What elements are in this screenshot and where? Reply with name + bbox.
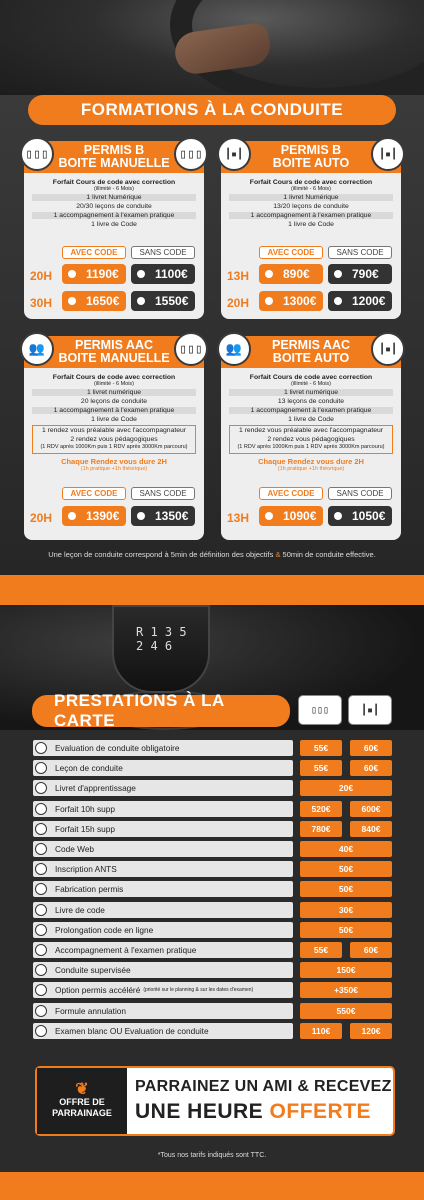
radio-circle-icon[interactable] <box>35 843 47 855</box>
prestation-label: Livre de code <box>55 905 105 915</box>
radio-circle-icon[interactable] <box>35 904 47 916</box>
card-title-2: BOITE MANUELLE <box>58 351 170 365</box>
manual-gearbox-icon: ▯▯▯ <box>174 332 208 366</box>
radio-circle-icon[interactable] <box>35 964 47 976</box>
price-sans-code[interactable]: 1050€ <box>328 506 392 526</box>
prestation-label: Livret d'apprentissage <box>55 783 136 793</box>
prestation-label: Examen blanc OU Evaluation de conduite <box>55 1026 209 1036</box>
feature-line: Forfait Cours de code avec correction <box>52 374 176 381</box>
box-line: 2 rendez vous pédagogiques <box>70 436 158 443</box>
feature-line: 1 livre de Code <box>288 221 334 228</box>
lesson-note-part: 50min de conduite effective. <box>280 550 376 559</box>
feature-line: 20/30 leçons de conduite <box>76 203 152 210</box>
feature-line: Forfait Cours de code avec correction <box>249 179 373 186</box>
lesson-note-amp: & <box>275 550 281 559</box>
radio-circle-icon[interactable] <box>35 984 47 996</box>
promo-line-1: PARRAINEZ UN AMI & RECEVEZ <box>135 1078 392 1095</box>
box-line: (1 RDV après 1000Km puis 1 RDV après 3000Km parcouru) <box>40 444 188 450</box>
radio-circle-icon[interactable] <box>35 742 47 754</box>
orange-footer-stripe <box>0 1172 424 1200</box>
feature-line: (illimité - 6 Mois) <box>93 381 135 387</box>
radio-circle-icon[interactable] <box>35 762 47 774</box>
prestation-row[interactable] <box>33 801 293 817</box>
feature-line: 1 livret Numérique <box>229 194 393 201</box>
price-auto: 60€ <box>350 942 392 958</box>
box-line: 1 rendez vous préalable avec l'accompagnateur <box>238 427 384 434</box>
card-permis-b-manuelle <box>24 141 204 319</box>
radio-circle-icon[interactable] <box>35 863 47 875</box>
box-line: 1 rendez vous préalable avec l'accompagnateur <box>41 427 187 434</box>
hours-label: 13H <box>227 511 250 525</box>
prestation-label: Evaluation de conduite obligatoire <box>55 743 180 753</box>
prestation-row[interactable] <box>33 740 293 756</box>
price-sans-code[interactable]: 1550€ <box>131 291 195 311</box>
prestation-label: Leçon de conduite <box>55 763 123 773</box>
card-title-2: BOITE AUTO <box>272 156 350 170</box>
prestation-row[interactable] <box>33 922 293 938</box>
card-title-1: PERMIS AAC <box>271 338 350 352</box>
feature-line: (illimité - 6 Mois) <box>290 186 332 192</box>
radio-circle-icon[interactable] <box>35 883 47 895</box>
radio-circle-icon[interactable] <box>35 944 47 956</box>
price-both: 30€ <box>300 902 392 918</box>
prestation-row[interactable] <box>33 780 293 796</box>
price-sans-code[interactable]: 790€ <box>328 264 392 284</box>
card-title-2: BOITE AUTO <box>272 351 350 365</box>
parrainage-promo[interactable] <box>35 1066 395 1136</box>
lesson-note-part: Une leçon de conduite correspond à 5min de définition des objectifs <box>48 550 276 559</box>
price-avec-code[interactable]: 1090€ <box>259 506 323 526</box>
prestation-row[interactable] <box>33 982 293 998</box>
accompagnateur-box <box>229 425 393 454</box>
gear-knob-label: R 1 3 5 2 4 6 <box>136 625 187 653</box>
radio-circle-icon[interactable] <box>35 823 47 835</box>
prestations-banner <box>32 691 290 730</box>
prestation-row[interactable] <box>33 902 293 918</box>
price-both: +350€ <box>300 982 392 998</box>
card-features <box>229 374 393 474</box>
radio-circle-icon[interactable] <box>35 803 47 815</box>
feature-line: 1 livret Numérique <box>32 194 196 201</box>
formations-title: FORMATIONS À LA CONDUITE <box>80 100 344 119</box>
feature-line: (illimité - 6 Mois) <box>290 381 332 387</box>
card-title-1: PERMIS AAC <box>74 338 153 352</box>
price-both: 50€ <box>300 861 392 877</box>
price-avec-code[interactable]: 1300€ <box>259 291 323 311</box>
feature-line: 13 leçons de conduite <box>277 398 345 405</box>
sans-code-tag: SANS CODE <box>328 487 392 500</box>
prestation-row[interactable] <box>33 821 293 837</box>
promo-line-2-part: UNE HEURE <box>135 1100 270 1123</box>
avec-code-tag: AVEC CODE <box>62 246 126 259</box>
avec-code-tag: AVEC CODE <box>259 246 323 259</box>
feature-line: 13/20 leçons de conduite <box>273 203 349 210</box>
hours-label: 20H <box>30 269 53 283</box>
feature-line: 1 accompagnement à l'examen pratique <box>229 212 393 219</box>
price-manual: 520€ <box>300 801 342 817</box>
promo-line-2 <box>135 1100 371 1124</box>
auto-gearbox-icon: ┃▪┃ <box>348 695 392 725</box>
manual-gearbox-icon: ▯▯▯ <box>174 137 208 171</box>
box-line: 2 rendez vous pédagogiques <box>267 436 355 443</box>
prestation-label: Fabrication permis <box>55 884 124 894</box>
feature-line: 1 livre de Code <box>91 416 137 423</box>
price-avec-code[interactable]: 1650€ <box>62 291 126 311</box>
price-auto: 60€ <box>350 760 392 776</box>
lesson-definition-note <box>0 550 424 559</box>
prestation-row[interactable] <box>33 962 293 978</box>
price-avec-code[interactable]: 890€ <box>259 264 323 284</box>
price-both: 20€ <box>300 780 392 796</box>
price-both: 550€ <box>300 1003 392 1019</box>
parrainage-badge <box>37 1068 127 1134</box>
card-permis-aac-auto <box>221 336 401 540</box>
price-both: 50€ <box>300 922 392 938</box>
price-auto: 840€ <box>350 821 392 837</box>
radio-circle-icon[interactable] <box>35 1025 47 1037</box>
prestation-label: Formule annulation <box>55 1006 127 1016</box>
rdv-note-detail: (1h pratique +1h théorique) <box>80 466 148 472</box>
people-icon: 👥 <box>217 332 251 366</box>
prestation-label: Forfait 10h supp <box>55 804 115 814</box>
auto-gearbox-icon: ┃▪┃ <box>217 137 251 171</box>
box-line: (1 RDV après 1000Km puis 1 RDV après 3000Km parcouru) <box>237 444 385 450</box>
hours-label: 20H <box>30 511 53 525</box>
price-both: 50€ <box>300 881 392 897</box>
price-avec-code[interactable]: 1190€ <box>62 264 126 284</box>
accompagnateur-box <box>32 425 196 454</box>
auto-gearbox-icon: ┃▪┃ <box>371 137 405 171</box>
price-both: 40€ <box>300 841 392 857</box>
sans-code-tag: SANS CODE <box>131 487 195 500</box>
hero-photo <box>0 0 424 95</box>
prestation-label: Option permis accéléré <box>55 985 141 995</box>
hours-label: 13H <box>227 269 250 283</box>
feature-line: Forfait Cours de code avec correction <box>52 179 176 186</box>
price-manual: 55€ <box>300 760 342 776</box>
price-both: 150€ <box>300 962 392 978</box>
rdv-note: Chaque Rendez vous dure 2H <box>258 457 364 466</box>
price-manual: 780€ <box>300 821 342 837</box>
card-permis-b-auto <box>221 141 401 319</box>
prestation-label: Forfait 15h supp <box>55 824 115 834</box>
radio-circle-icon[interactable] <box>35 782 47 794</box>
price-auto: 60€ <box>350 740 392 756</box>
card-features <box>229 179 393 230</box>
gear-knob-image <box>112 605 210 693</box>
rdv-note: Chaque Rendez vous dure 2H <box>61 457 167 466</box>
prestation-row[interactable] <box>33 861 293 877</box>
card-features <box>32 179 196 230</box>
avec-code-tag: AVEC CODE <box>259 487 323 500</box>
prestations-title: PRESTATIONS À LA CARTE <box>54 691 225 730</box>
feature-line: 1 accompagnement à l'examen pratique <box>32 212 196 219</box>
price-avec-code[interactable]: 1390€ <box>62 506 126 526</box>
prestation-row[interactable] <box>33 942 293 958</box>
formations-banner <box>28 95 396 125</box>
badge-line: OFFRE DE <box>59 1096 105 1107</box>
prestation-row[interactable] <box>33 841 293 857</box>
price-manual: 55€ <box>300 740 342 756</box>
people-icon: 👥 <box>20 332 54 366</box>
prestation-label: Code Web <box>55 844 95 854</box>
feature-line: 1 livret numérique <box>229 389 393 396</box>
card-title-2: BOITE MANUELLE <box>58 156 170 170</box>
prestation-row[interactable] <box>33 881 293 897</box>
feature-line: 1 livre de Code <box>288 416 334 423</box>
hours-label: 30H <box>30 296 53 310</box>
orange-divider <box>0 575 424 605</box>
card-features <box>32 374 196 474</box>
feature-line: 20 leçons de conduite <box>80 398 148 405</box>
manual-gearbox-icon: ▯▯▯ <box>298 695 342 725</box>
price-sans-code[interactable]: 1100€ <box>131 264 195 284</box>
price-sans-code[interactable]: 1200€ <box>328 291 392 311</box>
feature-line: (illimité - 6 Mois) <box>93 186 135 192</box>
feature-line: 1 accompagnement à l'examen pratique <box>229 407 393 414</box>
promo-line-2-highlight: OFFERTE <box>269 1100 372 1123</box>
card-title-1: PERMIS B <box>83 143 145 157</box>
feature-line: 1 livre de Code <box>91 221 137 228</box>
ttc-footnote: *Tous nos tarifs indiqués sont TTC. <box>157 1152 267 1159</box>
badge-line: PARRAINAGE <box>52 1107 112 1118</box>
sans-code-tag: SANS CODE <box>328 246 392 259</box>
card-title-1: PERMIS B <box>280 143 342 157</box>
prestation-row[interactable] <box>33 760 293 776</box>
prestation-label: Inscription ANTS <box>55 864 117 874</box>
prestation-row[interactable] <box>33 1023 293 1039</box>
prestation-detail: (priorité sur le planning & sur les dates d'examen) <box>143 987 254 993</box>
prestation-label: Accompagnement à l'examen pratique <box>55 945 197 955</box>
sans-code-tag: SANS CODE <box>131 246 195 259</box>
price-auto: 600€ <box>350 801 392 817</box>
radio-circle-icon[interactable] <box>35 1005 47 1017</box>
price-auto: 120€ <box>350 1023 392 1039</box>
prestation-label: Prolongation code en ligne <box>55 925 154 935</box>
feature-line: 1 accompagnement à l'examen pratique <box>32 407 196 414</box>
radio-circle-icon[interactable] <box>35 924 47 936</box>
hours-label: 20H <box>227 296 250 310</box>
card-permis-aac-manuelle <box>24 336 204 540</box>
prestation-row[interactable] <box>33 1003 293 1019</box>
price-manual: 55€ <box>300 942 342 958</box>
feature-line: 1 livret numérique <box>32 389 196 396</box>
gift-bow-icon: ❦ <box>75 1080 89 1098</box>
price-sans-code[interactable]: 1350€ <box>131 506 195 526</box>
rdv-note-detail: (1h pratique +1h théorique) <box>277 466 345 472</box>
manual-gearbox-icon: ▯▯▯ <box>20 137 54 171</box>
feature-line: Forfait Cours de code avec correction <box>249 374 373 381</box>
auto-gearbox-icon: ┃▪┃ <box>371 332 405 366</box>
prestation-label: Conduite supervisée <box>55 965 131 975</box>
price-manual: 110€ <box>300 1023 342 1039</box>
avec-code-tag: AVEC CODE <box>62 487 126 500</box>
